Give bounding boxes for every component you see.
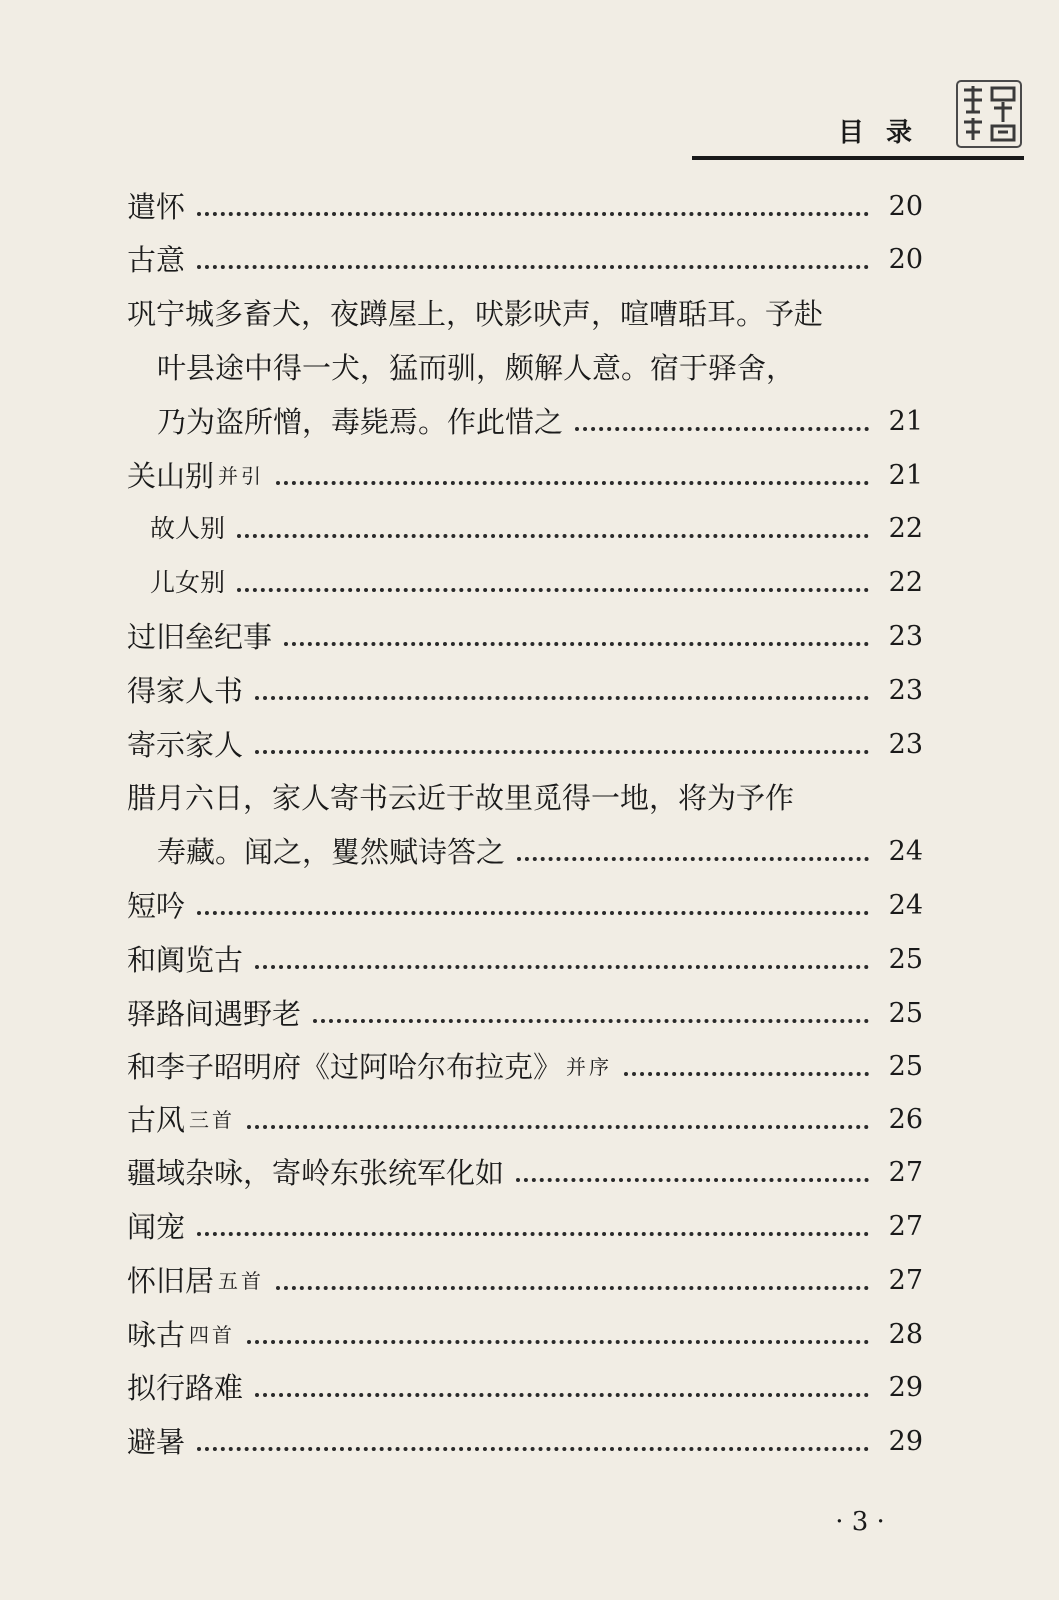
toc-subentry — [150, 563, 923, 603]
dot-leader — [575, 427, 869, 431]
toc-entry-title: 关山别 — [127, 459, 215, 493]
dot-leader — [624, 1072, 869, 1076]
page-header-title: 目录 — [838, 118, 935, 148]
toc-entry-note: 三首 — [189, 1108, 236, 1132]
toc-entry — [127, 1261, 923, 1301]
toc-entry-page: 21 — [888, 460, 923, 491]
dot-leader — [517, 857, 869, 861]
toc-entry-page: 24 — [888, 890, 923, 921]
toc-entry-page: 23 — [888, 729, 923, 760]
toc-entry-page: 25 — [888, 998, 923, 1029]
dot-leader — [197, 911, 869, 915]
toc-entry-title: 疆域杂咏，寄岭东张统军化如 — [127, 1156, 505, 1190]
toc-entry-page: 20 — [888, 244, 923, 275]
dot-leader — [255, 696, 869, 700]
toc-entry-title: 过旧垒纪事 — [127, 620, 273, 654]
toc-entry-title: 闻宠 — [127, 1210, 186, 1244]
dot-leader — [284, 642, 869, 646]
toc-entry-note: 并序 — [566, 1055, 613, 1079]
toc-entry-page: 20 — [888, 191, 923, 222]
toc-entry — [127, 1153, 923, 1193]
toc-entry — [127, 1207, 923, 1247]
toc-entry-page: 26 — [888, 1104, 923, 1135]
dot-leader — [197, 212, 869, 216]
toc-entry-title: 古风 — [127, 1103, 186, 1137]
dot-leader — [247, 1125, 869, 1129]
toc-entry-line — [157, 348, 923, 388]
toc-entry-page: 28 — [888, 1319, 923, 1350]
toc-entry-title: 短吟 — [127, 889, 186, 923]
dot-leader — [255, 750, 869, 754]
toc-entry-title-cont: 叶县途中得一犬，猛而驯，颇解人意。宿于驿舍， — [157, 351, 796, 385]
toc-entry — [127, 725, 923, 765]
toc-entry-note: 五首 — [218, 1269, 265, 1293]
toc-entry — [127, 994, 923, 1034]
dot-leader — [516, 1178, 869, 1182]
page-number: · 3 · — [835, 1507, 885, 1537]
toc-entry-note: 四首 — [189, 1323, 236, 1347]
dot-leader — [197, 1447, 869, 1451]
toc-entry-title: 巩宁城多畜犬，夜蹲屋上，吠影吠声，喧嘈聒耳。予赴 — [127, 297, 824, 331]
toc-entry-page: 29 — [888, 1372, 923, 1403]
toc-entry-page: 29 — [888, 1426, 923, 1457]
toc-entry — [127, 886, 923, 926]
toc-entry-title: 和李子昭明府《过阿哈尔布拉克》 — [127, 1050, 563, 1084]
toc-entry-title: 儿女别 — [150, 568, 226, 597]
toc-entry-title: 腊月六日，家人寄书云近于故里觅得一地，将为予作 — [127, 781, 795, 815]
toc-entry — [127, 1422, 923, 1462]
dot-leader — [197, 265, 869, 269]
toc-entry — [127, 1047, 923, 1087]
toc-entry-title: 咏古 — [127, 1318, 186, 1352]
dot-leader — [255, 965, 869, 969]
toc-entry-title: 和阗览古 — [127, 943, 244, 977]
toc-entry-page: 27 — [888, 1211, 923, 1242]
toc-entry-page: 23 — [888, 621, 923, 652]
toc-entry — [127, 187, 923, 227]
dot-leader — [276, 481, 869, 485]
toc-entry-title: 驿路间遇野老 — [127, 997, 302, 1031]
toc-entry — [127, 1100, 923, 1140]
toc-entry — [157, 402, 923, 442]
toc-entry — [127, 1315, 923, 1355]
toc-entry — [127, 617, 923, 657]
dot-leader — [197, 1232, 869, 1236]
toc-entry-page: 23 — [888, 675, 923, 706]
toc-entry-page: 25 — [888, 944, 923, 975]
toc-entry-page: 22 — [888, 567, 923, 598]
toc-entry — [127, 940, 923, 980]
dot-leader — [247, 1340, 869, 1344]
toc-entry — [157, 832, 923, 872]
toc-entry-line — [127, 778, 923, 818]
toc-entry-page: 27 — [888, 1265, 923, 1296]
dot-leader — [276, 1286, 869, 1290]
toc-entry-title: 避暑 — [127, 1425, 186, 1459]
dot-leader — [313, 1019, 869, 1023]
toc-entry-note: 并引 — [218, 464, 265, 488]
toc-subentry — [150, 509, 923, 549]
toc-entry-page: 24 — [888, 836, 923, 867]
toc-entry — [127, 240, 923, 280]
toc-entry-page: 21 — [888, 406, 923, 437]
dot-leader — [237, 534, 869, 538]
toc-entry — [127, 671, 923, 711]
toc-entry-title: 拟行路难 — [127, 1371, 244, 1405]
toc-entry-title: 得家人书 — [127, 674, 244, 708]
toc-entry-title-cont: 乃为盗所憎，毒毙焉。作此惜之 — [157, 405, 564, 439]
toc-entry-page: 27 — [888, 1157, 923, 1188]
toc-entry — [127, 456, 923, 496]
toc-entry-page: 22 — [888, 513, 923, 544]
toc-entry-title: 怀旧居 — [127, 1264, 215, 1298]
toc-entry — [127, 1368, 923, 1408]
toc-entry-line — [127, 294, 923, 334]
toc-entry-page: 25 — [888, 1051, 923, 1082]
toc-entry-title: 故人别 — [150, 514, 226, 543]
toc-entry-title: 遣怀 — [127, 190, 186, 224]
toc-entry-title-cont: 寿藏。闻之，矍然赋诗答之 — [157, 835, 506, 869]
toc-entry-title: 古意 — [127, 243, 186, 277]
dot-leader — [255, 1393, 869, 1397]
toc-entry-title: 寄示家人 — [127, 728, 244, 762]
dot-leader — [237, 588, 869, 592]
